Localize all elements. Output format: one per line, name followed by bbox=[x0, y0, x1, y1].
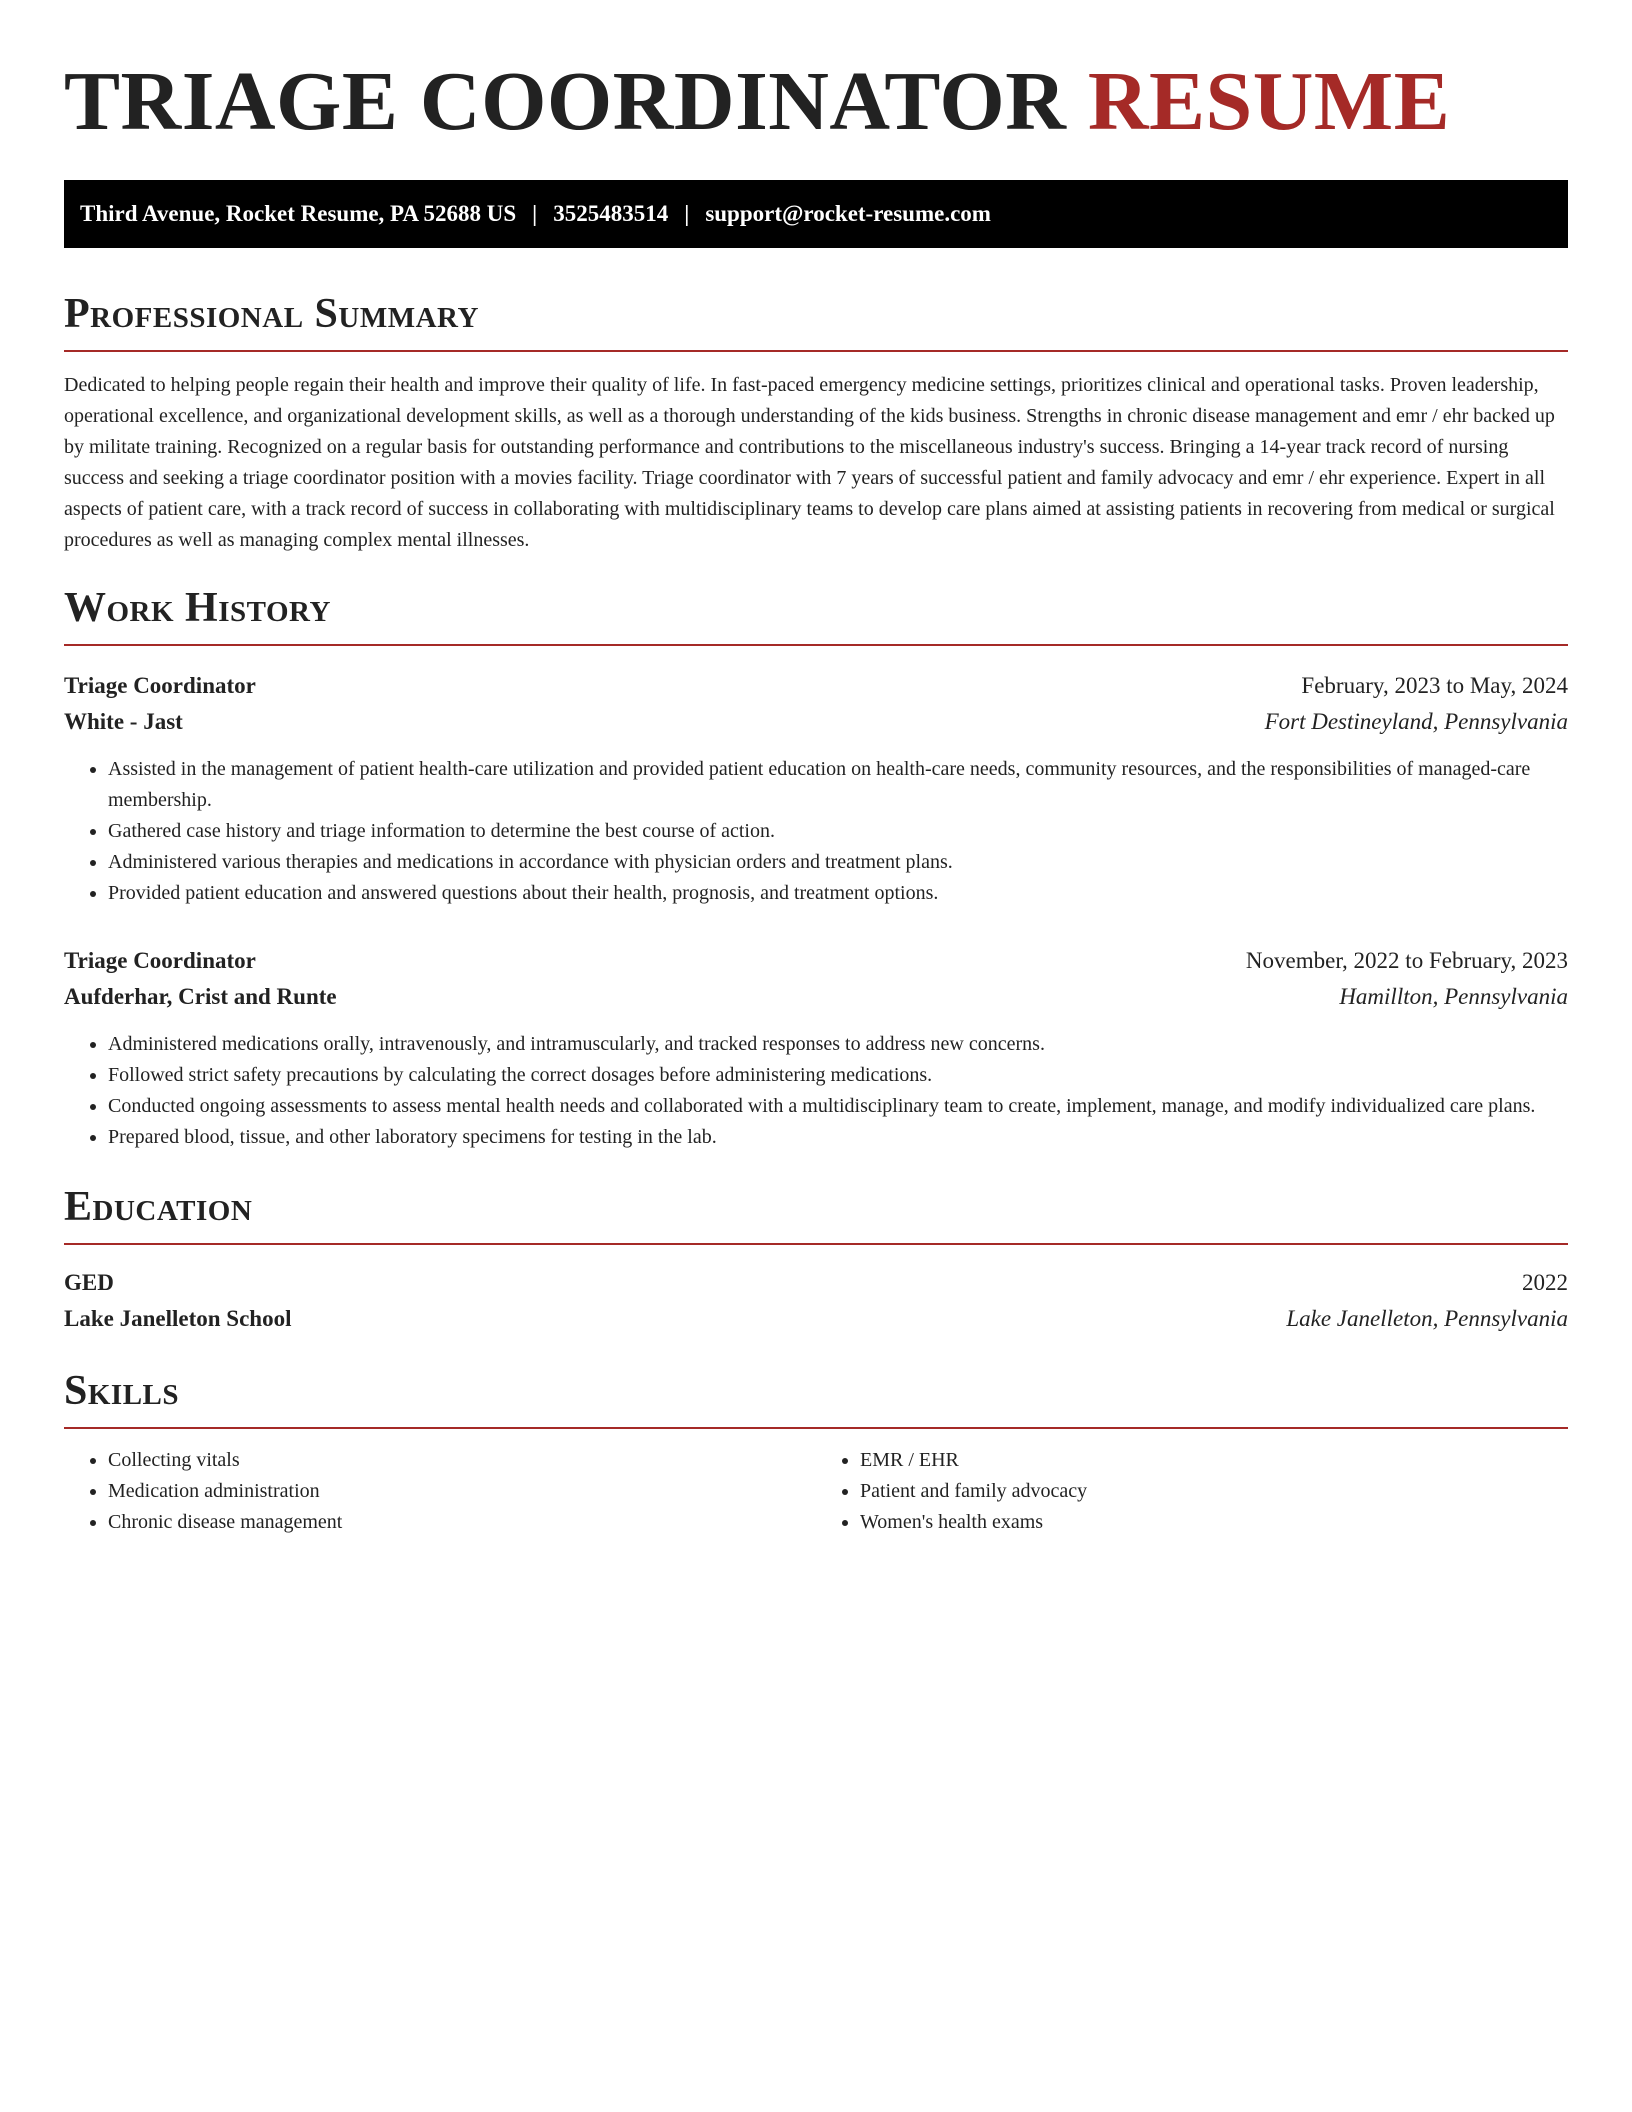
skill-item: • Medication administration bbox=[108, 1476, 816, 1507]
work-history-section bbox=[64, 582, 1568, 1153]
skill-item: • Patient and family advocacy bbox=[860, 1476, 1568, 1507]
job-company-row bbox=[64, 704, 1568, 740]
job-bullets bbox=[64, 754, 1568, 909]
job-location: Fort Destineyland, Pennsylvania bbox=[1264, 709, 1568, 734]
job-header-row bbox=[64, 943, 1568, 979]
job-bullet: • Assisted in the management of patient health-care utilization and provided patient education on health-care needs, community resources, and the responsibilities of managed-care membership. bbox=[108, 754, 1568, 816]
summary-heading: Professional Summary bbox=[64, 288, 1568, 352]
education-year: 2022 bbox=[1522, 1270, 1568, 1295]
contact-phone: 3525483514 bbox=[553, 201, 669, 226]
skill-item: • Chronic disease management bbox=[108, 1507, 816, 1538]
skills-heading: Skills bbox=[64, 1365, 1568, 1429]
job-company: White - Jast bbox=[64, 709, 183, 734]
job-dates: November, 2022 to February, 2023 bbox=[1245, 948, 1568, 973]
education-heading: Education bbox=[64, 1181, 1568, 1245]
summary-section bbox=[64, 288, 1568, 556]
job-company-row bbox=[64, 979, 1568, 1015]
skills-column-right bbox=[816, 1445, 1568, 1538]
education-school: Lake Janelleton School bbox=[64, 1306, 292, 1331]
education-degree-row bbox=[64, 1265, 1568, 1301]
job-bullet: • Conducted ongoing assessments to assess mental health needs and collaborated with a multidisciplinary team to create, implement, manage, and modify individualized care plans. bbox=[108, 1091, 1568, 1122]
resume-title bbox=[64, 52, 1568, 152]
job-entry bbox=[64, 943, 1568, 1153]
skill-item: • Women's health exams bbox=[860, 1507, 1568, 1538]
job-entry bbox=[64, 668, 1568, 909]
contact-bar bbox=[64, 180, 1568, 248]
job-title: Triage Coordinator bbox=[64, 948, 256, 973]
job-header-row bbox=[64, 668, 1568, 704]
skills-column-left bbox=[64, 1445, 816, 1538]
job-location: Hamillton, Pennsylvania bbox=[1339, 984, 1568, 1009]
job-bullet: • Provided patient education and answered questions about their health, prognosis, and treatment options. bbox=[108, 878, 1568, 909]
education-entry bbox=[64, 1265, 1568, 1337]
contact-address: Third Avenue, Rocket Resume, PA 52688 US bbox=[80, 201, 517, 226]
job-bullets bbox=[64, 1029, 1568, 1153]
job-bullet: • Prepared blood, tissue, and other laboratory specimens for testing in the lab. bbox=[108, 1122, 1568, 1153]
education-section bbox=[64, 1181, 1568, 1337]
job-bullet: • Followed strict safety precautions by calculating the correct dosages before administering medications. bbox=[108, 1060, 1568, 1091]
education-school-row bbox=[64, 1301, 1568, 1337]
summary-text: Dedicated to helping people regain their health and improve their quality of life. In fast-paced emergency medicine settings, prioritizes clinical and operational tasks. Proven leadership, operational excellence, and organizational development skills, as well as a thorough understanding of the kids business. Strengths in chronic disease management and emr / ehr backed up by militate training. Recognized on a regular basis for outstanding performance and contributions to the miscellaneous industry's success. Bringing a 14-year track record of nursing success and seeking a triage coordinator position with a movies facility. Triage coordinator with 7 years of successful patient and family advocacy and emr / ehr experience. Expert in all aspects of patient care, with a track record of success in collaborating with multidisciplinary teams to develop care plans aimed at assisting patients in recovering from medical or surgical procedures as well as managing complex mental illnesses. bbox=[64, 374, 1555, 551]
title-accent: RESUME bbox=[1087, 55, 1451, 148]
contact-separator: | bbox=[532, 201, 538, 226]
job-bullet: • Gathered case history and triage information to determine the best course of action. bbox=[108, 816, 1568, 847]
job-company: Aufderhar, Crist and Runte bbox=[64, 984, 337, 1009]
skill-item: • EMR / EHR bbox=[860, 1445, 1568, 1476]
contact-separator: | bbox=[684, 201, 690, 226]
education-location: Lake Janelleton, Pennsylvania bbox=[1286, 1306, 1568, 1331]
skills-grid bbox=[64, 1445, 1568, 1538]
job-bullet: • Administered various therapies and medications in accordance with physician orders and treatment plans. bbox=[108, 847, 1568, 878]
education-degree: GED bbox=[64, 1270, 114, 1295]
job-bullet: • Administered medications orally, intravenously, and intramuscularly, and tracked responses to address new concerns. bbox=[108, 1029, 1568, 1060]
job-title: Triage Coordinator bbox=[64, 673, 256, 698]
work-history-heading: Work History bbox=[64, 582, 1568, 646]
job-dates: February, 2023 to May, 2024 bbox=[1301, 673, 1568, 698]
title-main: TRIAGE COORDINATOR bbox=[64, 55, 1067, 148]
skills-section bbox=[64, 1365, 1568, 1538]
skill-item: • Collecting vitals bbox=[108, 1445, 816, 1476]
contact-email: support@rocket-resume.com bbox=[705, 201, 991, 226]
